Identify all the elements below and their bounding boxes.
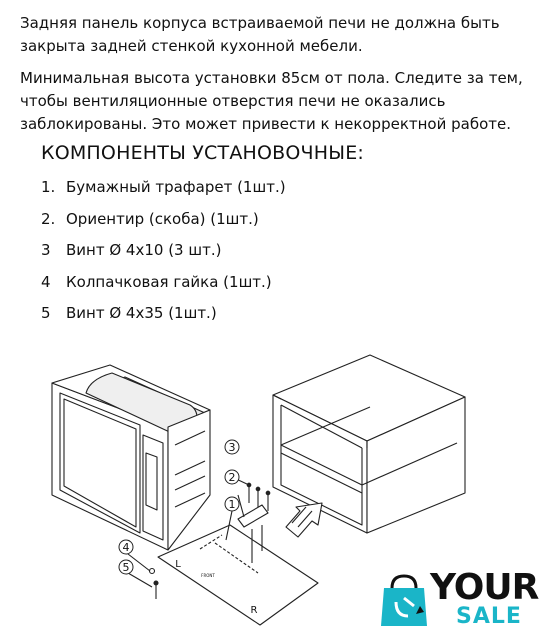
yoursale-logo [380,567,539,632]
callout-1-label: 1 [228,498,236,511]
callout-3 [225,440,239,454]
list-number: 4 [41,272,51,291]
list-item [41,239,286,271]
shopping-bag-icon [380,572,430,628]
list-text: Винт Ø 4х35 (1шт.) [66,304,217,322]
list-text: Винт Ø 4х10 (3 шт.) [66,241,222,259]
list-text: Колпачковая гайка (1шт.) [66,272,272,291]
callout-3-label: 3 [228,441,236,454]
logo-word-sale: SALE [456,604,522,629]
callout-2-label: 2 [228,471,236,484]
template-front-label: FRONT [201,573,215,578]
height-paragraph: Минимальная высота установки 85см от пола. Следите за тем, чтобы вентиляционные отверстия печи не оказались заблокированы. Это может привести к некорректной работе. [20,69,523,133]
components-list [41,176,286,334]
callout-4 [119,540,133,554]
list-number: 3 [41,241,51,259]
callout-5 [119,560,133,574]
list-number: 1. [41,178,56,196]
components-heading: КОМПОНЕНТЫ УСТАНОВОЧНЫЕ: [41,142,365,164]
template-letter-l: L [175,559,181,570]
list-number: 5 [41,304,51,322]
callout-5-label: 5 [122,561,130,574]
list-item [41,208,286,240]
list-text: Ориентир (скоба) (1шт.) [66,209,259,228]
template-letter-r: R [250,605,258,616]
callout-1 [225,497,239,511]
list-text: Бумажный трафарет (1шт.) [66,178,286,196]
microwave-oven [52,365,210,550]
direction-arrow [286,503,322,537]
list-item [41,302,286,334]
logo-word-your: YOUR [430,567,539,608]
list-item [41,176,286,208]
intro-paragraph: Задняя панель корпуса встраиваемой печи не должна быть закрыта задней стенкой кухонной мебели. [20,14,500,55]
callout-2 [225,470,239,484]
callout-4-label: 4 [122,541,130,554]
paper-template [158,525,318,625]
list-number: 2. [41,209,56,228]
list-item [41,271,286,303]
